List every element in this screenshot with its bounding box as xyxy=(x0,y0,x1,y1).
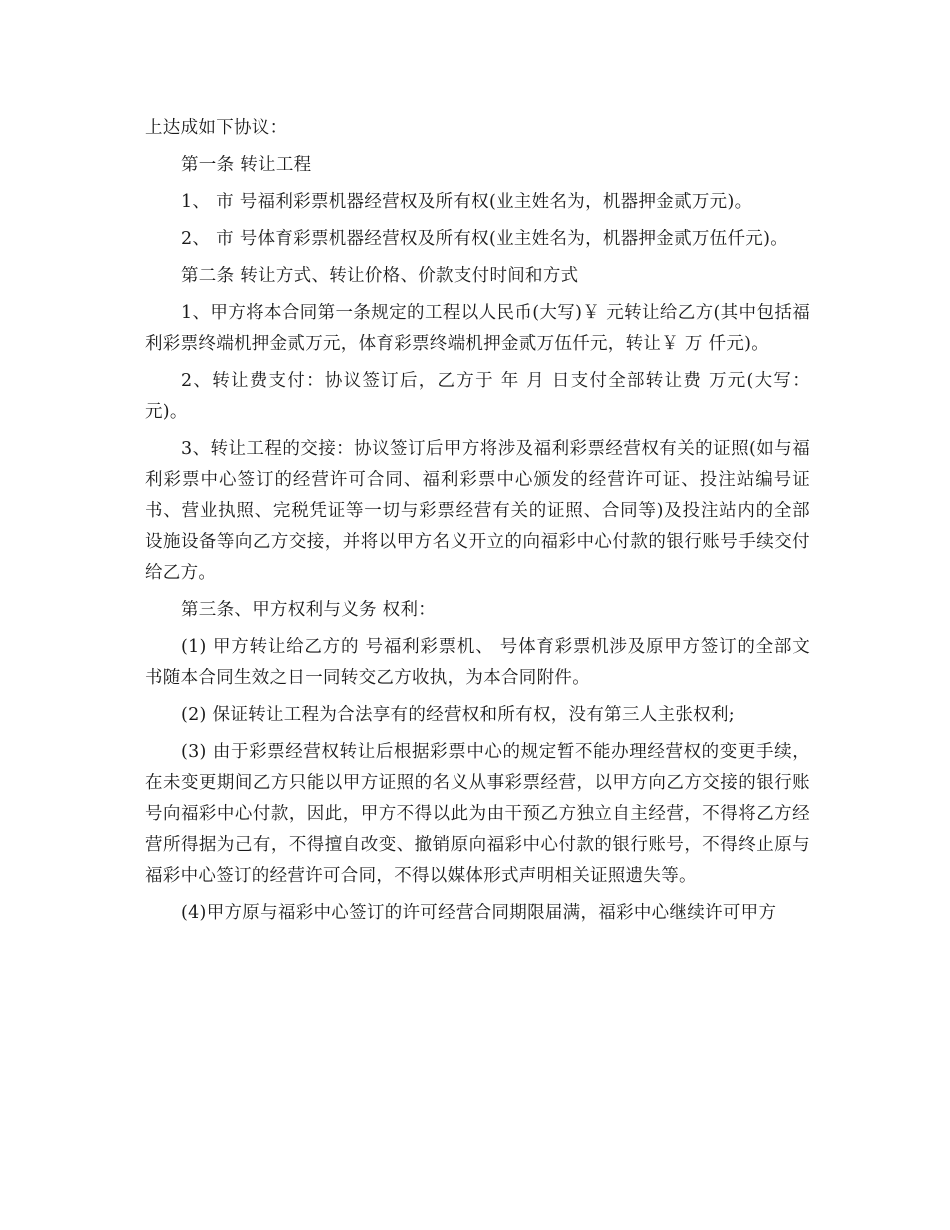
paragraph-intro: 上达成如下协议： xyxy=(145,118,288,138)
article-3-item-1: (1) 甲方转让给乙方的 号福利彩票机、 号体育彩票机涉及原甲方签订的全部文书随本合同生效之日一同转交乙方收执，为本合同附件。 xyxy=(145,637,810,688)
article-2-item-2: 2、转让费支付：协议签订后，乙方于 年 月 日支付全部转让费 万元(大写：元)。 xyxy=(145,371,810,422)
article-1-heading: 第一条 转让工程 xyxy=(181,155,312,175)
article-3-heading: 第三条、甲方权利与义务 权利： xyxy=(181,600,437,620)
article-3-item-4: (4)甲方原与福彩中心签订的许可经营合同期限届满，福彩中心继续许可甲方 xyxy=(181,903,777,923)
article-2-heading: 第二条 转让方式、转让价格、价款支付时间和方式 xyxy=(181,266,579,286)
article-3-item-2: (2) 保证转让工程为合法享有的经营权和所有权，没有第三人主张权利; xyxy=(181,705,735,725)
article-1-item-2: 2、 市 号体育彩票机器经营权及所有权(业主姓名为，机器押金贰万伍仟元)。 xyxy=(181,229,789,249)
article-1-item-1: 1、 市 号福利彩票机器经营权及所有权(业主姓名为，机器押金贰万元)。 xyxy=(181,192,753,212)
article-3-item-3: (3) 由于彩票经营权转让后根据彩票中心的规定暂不能办理经营权的变更手续，在未变更期间乙方只能以甲方证照的名义从事彩票经营，以甲方向乙方交接的银行账号向福彩中心付款，因此，甲方不得以此为由干预乙方独立自主经营，不得将乙方经营所得据为己有，不得擅自改变、撤销原向福彩中心付款的银行账号，不得终止原与福彩中心签订的经营许可合同，不得以媒体形式声明相关证照遗失等。 xyxy=(145,742,810,886)
document-body xyxy=(145,113,810,935)
article-2-item-3: 3、转让工程的交接：协议签订后甲方将涉及福利彩票经营权有关的证照(如与福利彩票中心签订的经营许可合同、福利彩票中心颁发的经营许可证、投注站编号证书、营业执照、完税凭证等一切与彩票经营有关的证照、合同等)及投注站内的全部设施设备等向乙方交接，并将以甲方名义开立的向福彩中心付款的银行账号手续交付给乙方。 xyxy=(145,439,810,583)
article-2-item-1: 1、甲方将本合同第一条规定的工程以人民币(大写)￥ 元转让给乙方(其中包括福利彩票终端机押金贰万元，体育彩票终端机押金贰万伍仟元，转让￥ 万 仟元)。 xyxy=(145,303,810,354)
